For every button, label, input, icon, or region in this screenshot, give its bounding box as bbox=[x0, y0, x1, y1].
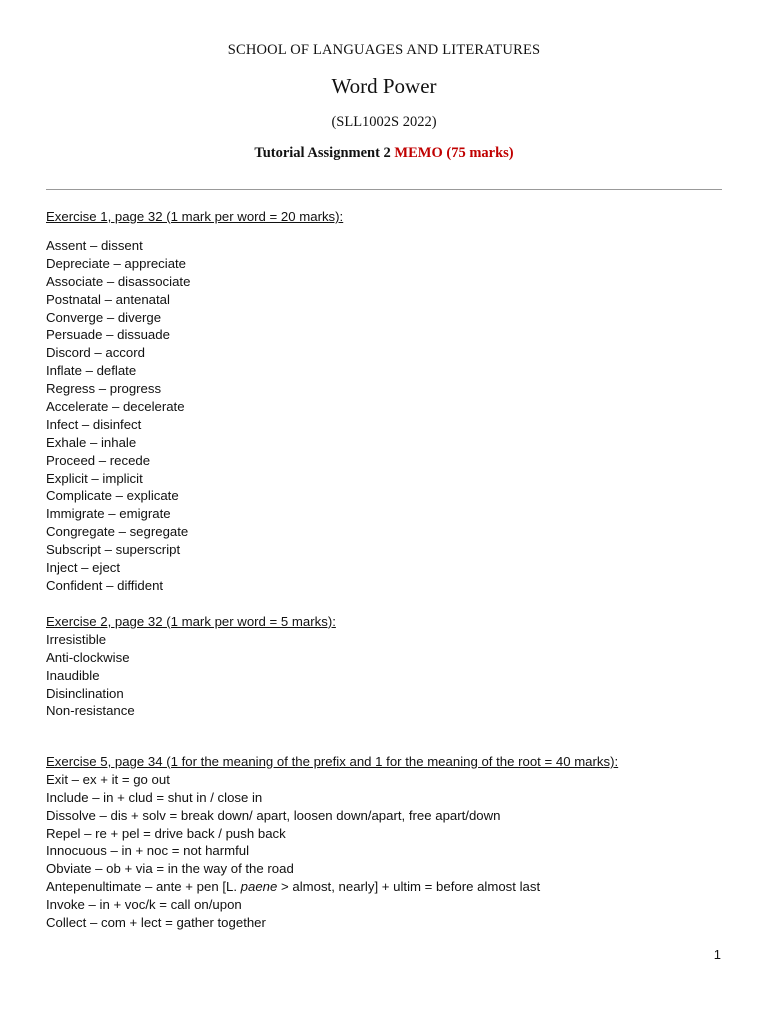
list-item: Inaudible bbox=[46, 667, 100, 683]
list-item: Proceed – recede bbox=[46, 452, 151, 468]
list-item: Depreciate – appreciate bbox=[46, 255, 187, 271]
exercise2-list bbox=[46, 613, 728, 720]
list-item: Assent – dissent bbox=[46, 238, 143, 253]
list-item: Infect – disinfect bbox=[46, 416, 142, 432]
page-number: 1 bbox=[713, 947, 721, 962]
list-item: Accelerate – decelerate bbox=[46, 399, 185, 415]
list-item: Irresistible bbox=[46, 631, 107, 647]
course-title: Word Power bbox=[331, 74, 437, 98]
exercise5-list bbox=[46, 753, 728, 932]
course-code: (SLL1002S 2022) bbox=[331, 114, 437, 130]
list-item: Immigrate – emigrate bbox=[46, 506, 171, 522]
list-item: Postnatal – antenatal bbox=[46, 291, 170, 307]
list-item: Subscript – superscript bbox=[46, 542, 181, 558]
list-item: Innocuous – in + noc = not harmful bbox=[46, 843, 250, 859]
list-item: Non-resistance bbox=[46, 703, 135, 719]
list-item: Exhale – inhale bbox=[46, 434, 137, 450]
list-item: Confident – diffident bbox=[46, 577, 164, 593]
list-item: Repel – re + pel = drive back / push back bbox=[46, 825, 286, 841]
exercise2-heading: Exercise 2, page 32 (1 mark per word = 5 marks): bbox=[46, 614, 336, 629]
school-name: SCHOOL OF LANGUAGES AND LITERATURES bbox=[227, 42, 541, 58]
exercise1-section-heading bbox=[46, 208, 728, 226]
exercise1-list bbox=[46, 237, 728, 595]
list-item: Complicate – explicate bbox=[46, 488, 179, 504]
list-item: Explicit – implicit bbox=[46, 470, 143, 486]
list-item: Obviate – ob + via = in the way of the road bbox=[46, 861, 294, 877]
horizontal-divider bbox=[46, 189, 722, 190]
list-item: Congregate – segregate bbox=[46, 524, 189, 540]
list-item: Converge – diverge bbox=[46, 309, 162, 325]
assignment-title bbox=[0, 145, 768, 162]
memo-label: MEMO (75 marks) bbox=[394, 145, 514, 161]
assignment-prefix: Tutorial Assignment 2 bbox=[254, 145, 391, 161]
list-item: Collect – com + lect = gather together bbox=[46, 915, 266, 931]
exercise1-heading: Exercise 1, page 32 (1 mark per word = 20 marks): bbox=[46, 209, 344, 224]
list-item: Disinclination bbox=[46, 685, 124, 701]
list-item: Antepenultimate – ante + pen [L. paene > almost, nearly] + ultim = before almost last bbox=[46, 879, 541, 895]
list-item: Inject – eject bbox=[46, 560, 121, 576]
list-item: Exit – ex + it = go out bbox=[46, 771, 170, 787]
list-item: Anti-clockwise bbox=[46, 649, 130, 665]
list-item: Invoke – in + voc/k = call on/upon bbox=[46, 897, 242, 913]
list-item: Include – in + clud = shut in / close in bbox=[46, 789, 263, 805]
list-item: Persuade – dissuade bbox=[46, 327, 170, 343]
list-item: Regress – progress bbox=[46, 381, 162, 397]
list-item: Associate – disassociate bbox=[46, 273, 191, 289]
list-item: Dissolve – dis + solv = break down/ apart, loosen down/apart, free apart/down bbox=[46, 807, 501, 823]
list-item: Discord – accord bbox=[46, 345, 145, 361]
exercise5-heading: Exercise 5, page 34 (1 for the meaning of the prefix and 1 for the meaning of the root = 40 marks): bbox=[46, 754, 619, 769]
list-item: Inflate – deflate bbox=[46, 363, 137, 379]
